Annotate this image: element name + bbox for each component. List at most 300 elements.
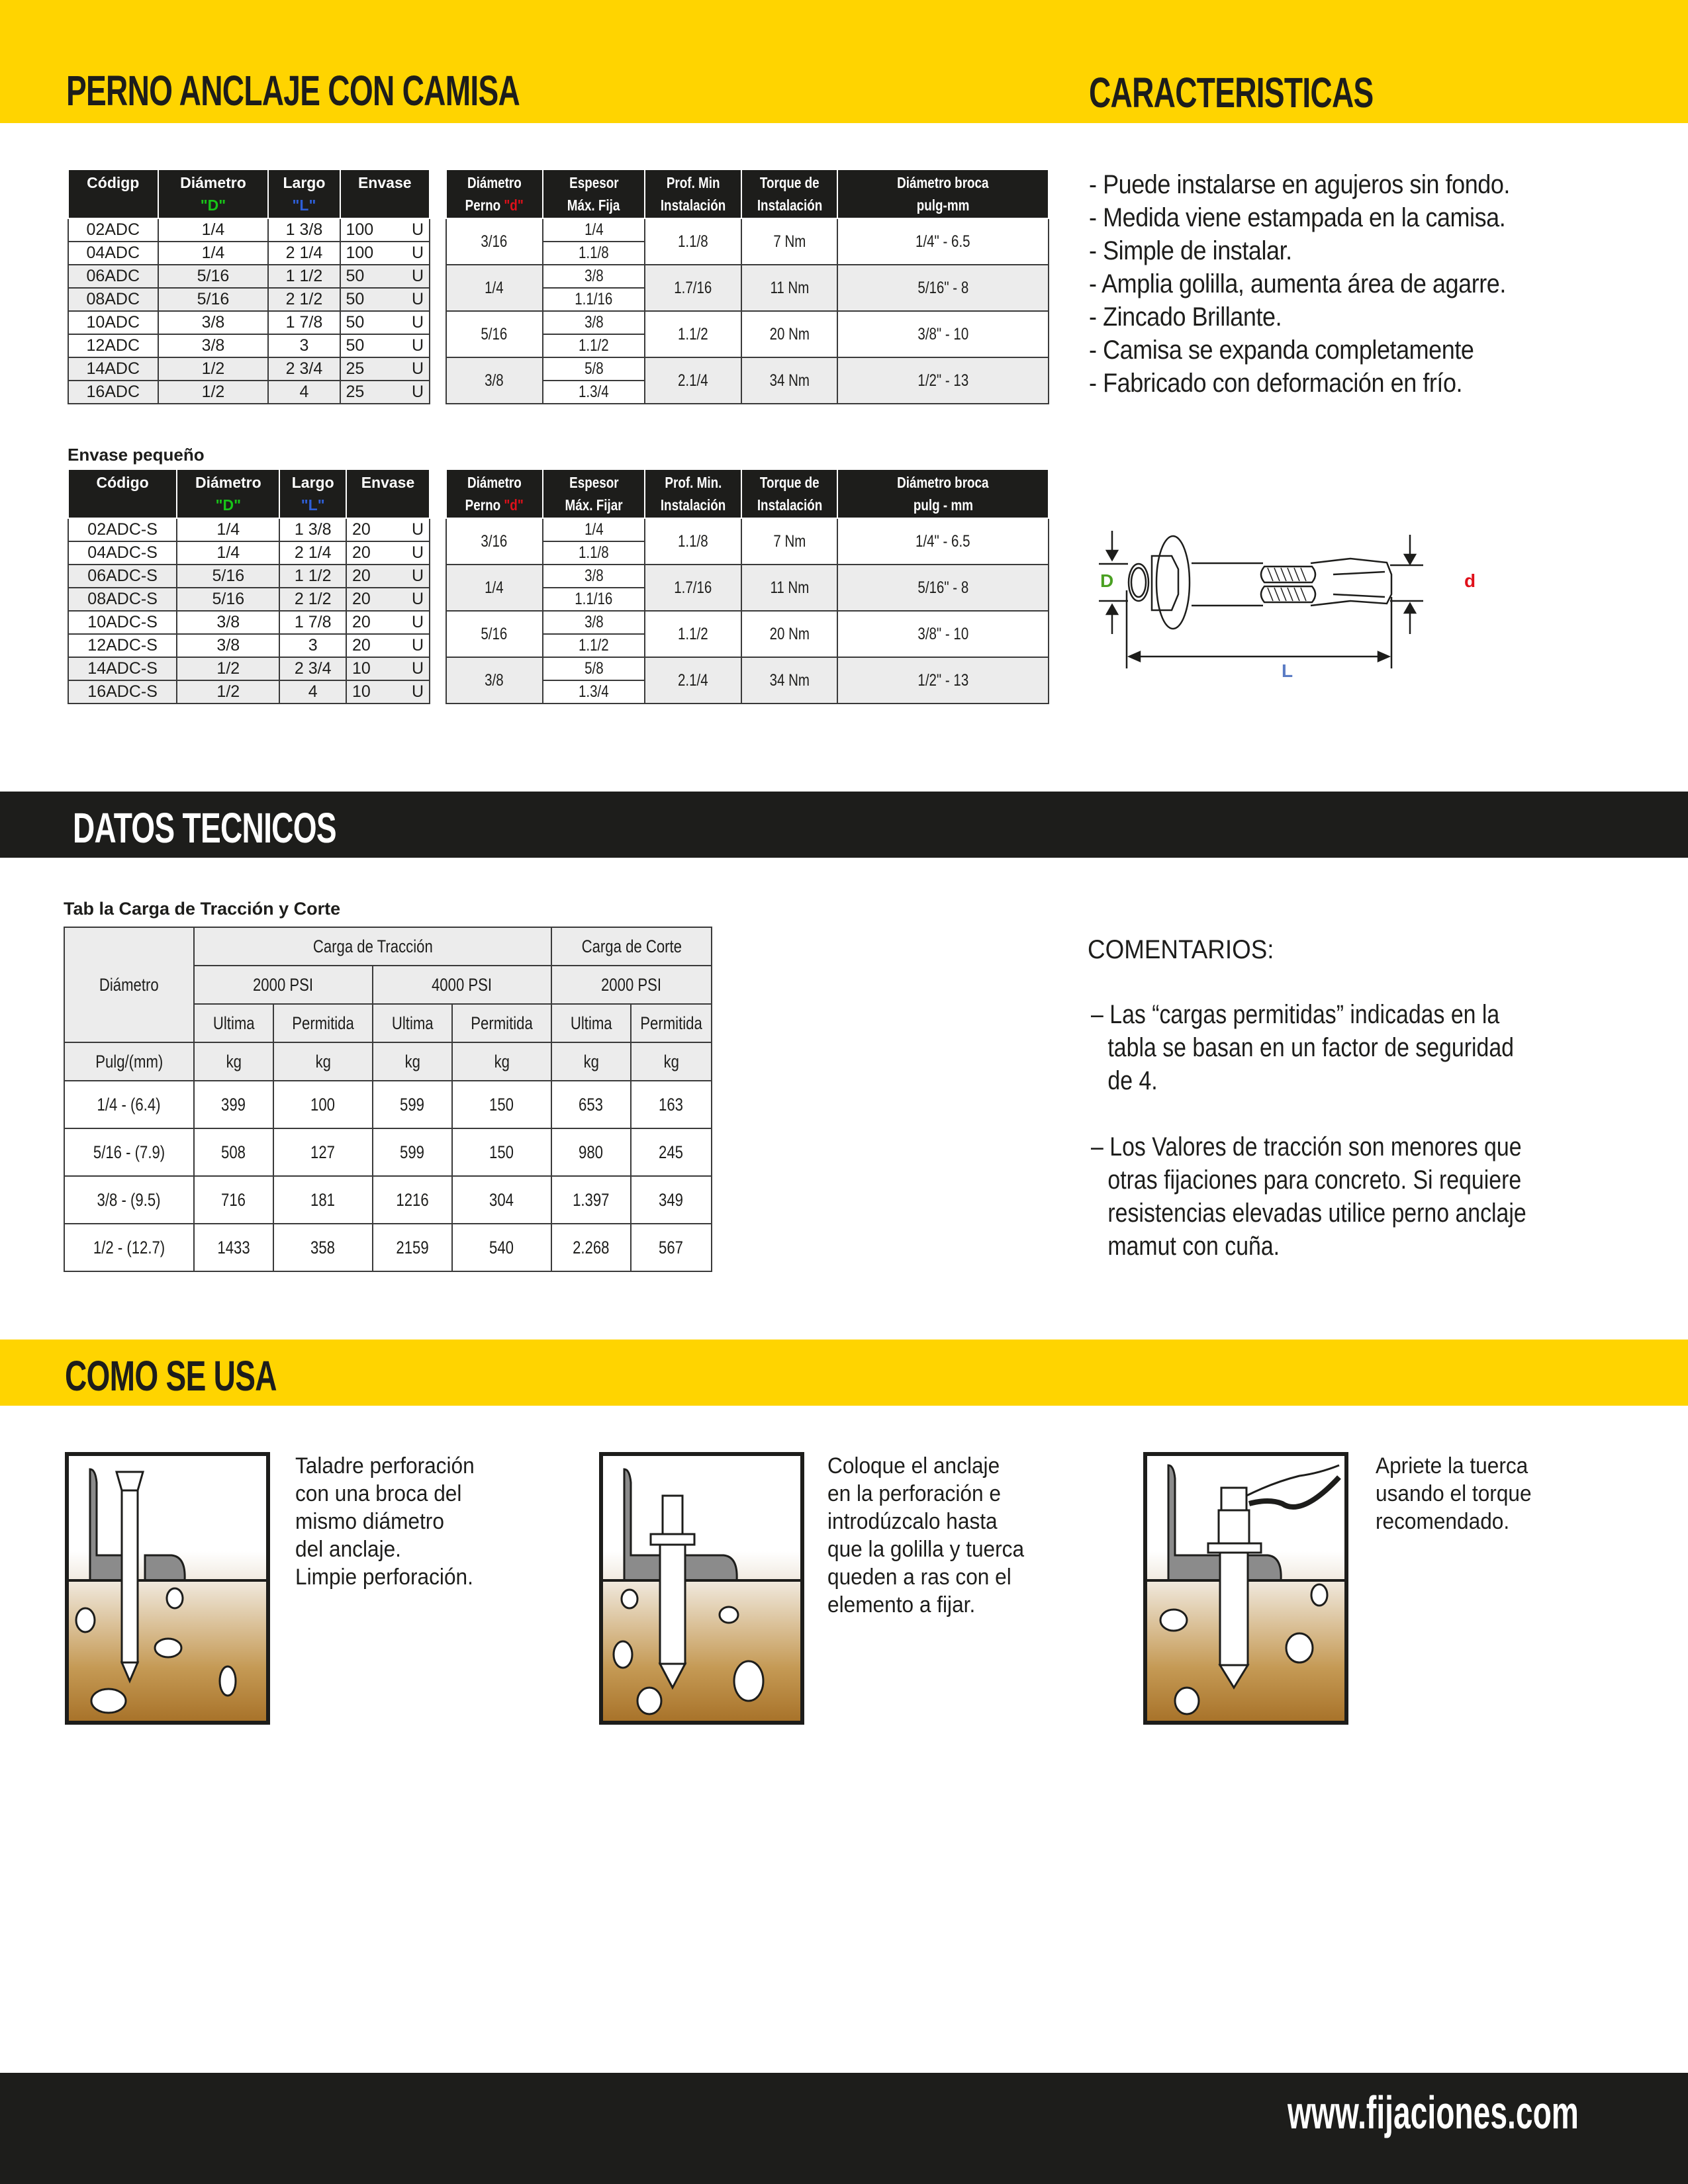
: 7 Nm xyxy=(773,531,806,551)
package-qty: 10 xyxy=(352,659,371,678)
step-line: Apriete la tuerca xyxy=(1376,1453,1528,1479)
package-unit: U xyxy=(411,682,424,701)
cell-max-thickness xyxy=(543,541,645,565)
column-header xyxy=(645,170,741,218)
: pulg-mm xyxy=(916,197,970,214)
comment-line: – Las “cargas permitidas” indicadas en la xyxy=(1091,1000,1500,1029)
: 150 xyxy=(489,1142,514,1162)
package-qty: 100 xyxy=(346,220,374,239)
feature-item: - Simple de instalar. xyxy=(1089,236,1292,265)
cell-diameter: 1/2 xyxy=(177,680,279,704)
package-qty: 50 xyxy=(346,336,365,355)
: 3/8 xyxy=(584,313,604,332)
step-line: recomendado. xyxy=(1376,1509,1510,1534)
table-row xyxy=(446,611,1049,634)
load-table xyxy=(64,927,712,1272)
: Diámetro xyxy=(467,474,522,491)
feature-item: - Amplia golilla, aumenta área de agarre. xyxy=(1089,269,1506,298)
: 1.3/4 xyxy=(579,383,609,401)
product-codes-table xyxy=(68,170,430,404)
cell-load-value xyxy=(273,1081,373,1128)
allowed-header xyxy=(452,1004,551,1042)
column-header xyxy=(741,170,838,218)
: Carga de Tracción xyxy=(312,936,433,956)
column-header xyxy=(268,170,340,218)
column-header-sub xyxy=(341,194,430,216)
cell-load-value xyxy=(452,1128,551,1176)
: 1433 xyxy=(217,1237,250,1257)
step-2-illustration xyxy=(599,1452,804,1725)
: 2000 PSI xyxy=(253,974,314,995)
table-row xyxy=(68,357,430,381)
cell-length: 1 1/2 xyxy=(279,565,346,588)
drill-hole-icon xyxy=(69,1456,266,1721)
column-header xyxy=(340,170,430,218)
cell-code: 14ADC-S xyxy=(68,657,177,680)
cell-min-depth xyxy=(645,518,741,565)
column-header xyxy=(279,470,346,518)
column-header xyxy=(837,170,1049,218)
column-header-line1 xyxy=(742,171,837,194)
: 3/8 xyxy=(485,371,504,390)
cell-package xyxy=(340,357,430,381)
: 1/4" - 6.5 xyxy=(915,531,970,551)
package-unit: U xyxy=(411,267,424,285)
cell-drill-diameter xyxy=(837,311,1049,357)
cell-package xyxy=(346,657,430,680)
: Diámetro broca xyxy=(897,174,989,191)
cell-min-depth xyxy=(645,611,741,657)
cell-code: 06ADC-S xyxy=(68,565,177,588)
cell-load-value xyxy=(373,1128,452,1176)
cell-max-thickness xyxy=(543,634,645,657)
cell-diameter: 5/16 xyxy=(177,588,279,611)
small-pack-codes-table xyxy=(68,470,430,704)
cell-torque xyxy=(741,218,838,265)
package-qty: 25 xyxy=(346,383,365,401)
table-row xyxy=(68,218,430,242)
cell-load-value xyxy=(631,1128,712,1176)
: Instalación xyxy=(757,496,822,514)
cell-length: 1 1/2 xyxy=(268,265,340,288)
table-row xyxy=(68,634,430,657)
: 5/16 xyxy=(481,324,508,343)
insert-anchor-icon xyxy=(603,1456,800,1721)
: kg xyxy=(663,1051,679,1071)
table-row xyxy=(446,518,1049,541)
: pulg - mm xyxy=(913,496,973,514)
step-1-illustration xyxy=(65,1452,270,1725)
perno-d-label: "d" xyxy=(504,197,524,214)
column-header-label: Códigp xyxy=(87,174,140,191)
: 599 xyxy=(400,1094,425,1115)
cell-package xyxy=(340,311,430,334)
column-header-label: Envase xyxy=(357,174,412,191)
: Instalación xyxy=(660,496,726,514)
cell-package xyxy=(340,334,430,357)
diagram-label-L: L xyxy=(1282,660,1293,681)
: 304 xyxy=(489,1189,514,1210)
column-header xyxy=(446,170,543,218)
cell-code: 16ADC xyxy=(68,381,158,404)
step-line: Taladre perforación xyxy=(295,1453,475,1479)
feature-item: - Medida viene estampada en la camisa. xyxy=(1089,203,1506,232)
cell-code: 02ADC xyxy=(68,218,158,242)
: 540 xyxy=(489,1237,514,1257)
step-3-text xyxy=(1376,1452,1543,1535)
: 1/4 - (6.4) xyxy=(97,1094,161,1115)
cell-load-value xyxy=(551,1081,631,1128)
table-row xyxy=(68,588,430,611)
website-link[interactable]: www.fijaciones.com xyxy=(1288,2087,1579,2138)
column-header-line2 xyxy=(543,494,645,516)
cell-code: 04ADC xyxy=(68,242,158,265)
step-line: que la golilla y tuerca xyxy=(827,1537,1025,1562)
table-row xyxy=(64,1081,712,1128)
package-qty: 20 xyxy=(352,543,371,562)
cell-package xyxy=(340,381,430,404)
comments-title: COMENTARIOS: xyxy=(1088,935,1274,964)
package-unit: U xyxy=(411,543,424,562)
column-header-line1 xyxy=(838,171,1048,194)
cell-code: 14ADC xyxy=(68,357,158,381)
comment-line: de 4. xyxy=(1107,1066,1158,1095)
: kg xyxy=(583,1051,599,1071)
: 2.1/4 xyxy=(678,371,708,390)
table-row xyxy=(68,680,430,704)
: 1216 xyxy=(396,1189,429,1210)
: 1.3/4 xyxy=(579,682,609,701)
cell-bolt-diameter xyxy=(446,565,543,611)
column-header-label: Largo xyxy=(291,474,334,491)
cell-drill-diameter xyxy=(837,357,1049,404)
table-row xyxy=(446,311,1049,334)
cell-length: 2 3/4 xyxy=(279,657,346,680)
: 11 Nm xyxy=(770,278,810,297)
column-header-sub xyxy=(69,494,176,516)
cell-load-value xyxy=(551,1224,631,1271)
step-line: mismo diámetro xyxy=(295,1509,444,1534)
: Instalación xyxy=(660,197,726,214)
: 20 Nm xyxy=(769,624,810,643)
cell-load-value xyxy=(194,1176,273,1224)
: kg xyxy=(494,1051,510,1071)
cell-load-value xyxy=(631,1224,712,1271)
step-3-illustration xyxy=(1143,1452,1348,1725)
cell-diameter: 1/4 xyxy=(177,518,279,541)
cell-diameter: 1/2 xyxy=(177,657,279,680)
: 100 xyxy=(310,1094,336,1115)
: 5/16 - (7.9) xyxy=(93,1142,165,1162)
column-header-line2 xyxy=(742,494,837,516)
: 4000 PSI xyxy=(432,974,492,995)
column-header xyxy=(177,470,279,518)
cell-drill-diameter xyxy=(837,611,1049,657)
cell-load-value xyxy=(373,1081,452,1128)
cell-length: 2 3/4 xyxy=(268,357,340,381)
: 127 xyxy=(310,1142,336,1162)
package-unit: U xyxy=(411,313,424,332)
: 1/4 xyxy=(584,520,604,539)
cell-max-thickness xyxy=(543,288,645,311)
cell-max-thickness xyxy=(543,611,645,634)
package-qty: 10 xyxy=(352,682,371,701)
column-header-sub: "D" xyxy=(200,197,226,214)
cell-code: 06ADC xyxy=(68,265,158,288)
: 1/4 xyxy=(485,578,504,597)
cell-load-value xyxy=(273,1128,373,1176)
: 2159 xyxy=(396,1237,429,1257)
cell-diameter xyxy=(64,1176,194,1224)
table-row xyxy=(68,381,430,404)
cell-max-thickness xyxy=(543,242,645,265)
step-1-text xyxy=(295,1452,488,1591)
cell-length: 4 xyxy=(268,381,340,404)
: 5/8 xyxy=(584,659,604,678)
table-row xyxy=(446,265,1049,288)
cell-diameter xyxy=(64,1224,194,1271)
comments-list xyxy=(1091,998,1605,1296)
cell-min-depth xyxy=(645,311,741,357)
column-header-line1 xyxy=(447,171,542,194)
comment-item xyxy=(1091,1130,1564,1263)
package-unit: U xyxy=(411,244,424,262)
step-line: Coloque el anclaje xyxy=(827,1453,1000,1479)
cell-diameter: 1/4 xyxy=(158,242,269,265)
: Diámetro broca xyxy=(897,474,989,491)
cell-package xyxy=(346,588,430,611)
: 3/8" - 10 xyxy=(917,624,969,643)
: Diámetro xyxy=(99,974,159,995)
table-row xyxy=(68,541,430,565)
load-table-caption: Tab la Carga de Tracción y Corte xyxy=(64,899,341,919)
: 2000 PSI xyxy=(601,974,662,995)
: 567 xyxy=(659,1237,684,1257)
column-header xyxy=(543,170,645,218)
cell-load-value xyxy=(631,1176,712,1224)
: Permitida xyxy=(471,1013,533,1033)
small-pack-label: Envase pequeño xyxy=(68,445,205,465)
package-qty: 20 xyxy=(352,613,371,631)
: 3/8 xyxy=(584,267,604,285)
: 34 Nm xyxy=(769,371,810,390)
cell-length: 3 xyxy=(268,334,340,357)
: Carga de Corte xyxy=(581,936,682,956)
tension-load-header xyxy=(194,927,551,966)
comment-item xyxy=(1091,998,1564,1097)
: Pulg/(mm) xyxy=(95,1051,164,1071)
cell-load-value xyxy=(631,1081,712,1128)
comment-line: resistencias elevadas utilice perno anclaje xyxy=(1107,1199,1526,1228)
: 5/8 xyxy=(584,359,604,378)
allowed-header xyxy=(273,1004,373,1042)
: 1.1/16 xyxy=(575,290,613,308)
technical-data-title: DATOS TECNICOS xyxy=(73,804,336,852)
: Máx. Fija xyxy=(567,197,620,214)
table-row xyxy=(68,334,430,357)
ultimate-header xyxy=(373,1004,452,1042)
: 3/16 xyxy=(481,531,508,551)
cell-torque xyxy=(741,657,838,704)
column-header-line1 xyxy=(447,471,542,494)
cell-diameter: 1/4 xyxy=(177,541,279,565)
column-header-label: Largo xyxy=(283,174,326,191)
diagram-label-D: D xyxy=(1100,570,1114,591)
: 716 xyxy=(221,1189,246,1210)
: 1.1/16 xyxy=(575,590,613,608)
cell-max-thickness xyxy=(543,588,645,611)
cell-max-thickness xyxy=(543,357,645,381)
cell-drill-diameter xyxy=(837,218,1049,265)
package-unit: U xyxy=(411,659,424,678)
unit-header xyxy=(194,1042,273,1081)
package-unit: U xyxy=(411,359,424,378)
table-row xyxy=(68,657,430,680)
cell-diameter: 1/2 xyxy=(158,357,269,381)
column-header xyxy=(446,470,543,518)
: Máx. Fijar xyxy=(565,496,623,514)
comment-line: otras fijaciones para concreto. Si requiere xyxy=(1107,1165,1522,1195)
column-header-label: Envase xyxy=(361,474,415,491)
cell-package xyxy=(346,518,430,541)
feature-item: - Zincado Brillante. xyxy=(1089,302,1282,332)
: Ultima xyxy=(391,1013,434,1033)
cell-package xyxy=(340,242,430,265)
cell-code: 08ADC-S xyxy=(68,588,177,611)
comment-line: – Los Valores de tracción son menores que xyxy=(1091,1132,1522,1161)
cell-diameter: 3/8 xyxy=(158,334,269,357)
: 3/8 xyxy=(584,613,604,631)
column-header-line1 xyxy=(742,471,837,494)
: Permitida xyxy=(640,1013,702,1033)
: kg xyxy=(404,1051,420,1071)
: 3/8 - (9.5) xyxy=(97,1189,161,1210)
: 245 xyxy=(659,1142,684,1162)
cell-load-value xyxy=(194,1128,273,1176)
: 1.7/16 xyxy=(674,578,712,597)
installation-specs-table xyxy=(445,170,1049,404)
column-header-line1 xyxy=(838,471,1048,494)
cell-code: 04ADC-S xyxy=(68,541,177,565)
cell-drill-diameter xyxy=(837,265,1049,311)
unit-header xyxy=(551,1042,631,1081)
perno-d-label: "d" xyxy=(504,496,524,514)
diameter-header xyxy=(64,927,194,1042)
package-qty: 25 xyxy=(346,359,365,378)
cell-bolt-diameter xyxy=(446,657,543,704)
cell-torque xyxy=(741,518,838,565)
column-header-sub: "D" xyxy=(215,496,242,514)
: 399 xyxy=(221,1094,246,1115)
cell-max-thickness xyxy=(543,518,645,541)
cell-load-value xyxy=(273,1176,373,1224)
cell-min-depth xyxy=(645,265,741,311)
table-row xyxy=(64,1224,712,1271)
cell-package xyxy=(346,680,430,704)
cell-drill-diameter xyxy=(837,518,1049,565)
cell-length: 1 7/8 xyxy=(268,311,340,334)
column-header-line2 xyxy=(645,494,741,516)
: 1/2 - (12.7) xyxy=(93,1237,165,1257)
: 508 xyxy=(221,1142,246,1162)
step-2-text xyxy=(827,1452,1039,1619)
package-qty: 20 xyxy=(352,590,371,608)
column-header-sub xyxy=(347,494,429,516)
: 7 Nm xyxy=(773,232,806,251)
: Torque de xyxy=(759,474,820,491)
cell-load-value xyxy=(194,1081,273,1128)
: 5/16 xyxy=(481,624,508,643)
: 1/4 xyxy=(584,220,604,239)
: 163 xyxy=(659,1094,684,1115)
step-line: en la perforación e xyxy=(827,1481,1001,1506)
column-header xyxy=(158,170,269,218)
column-header-label: Diámetro xyxy=(195,474,261,491)
cell-load-value xyxy=(551,1176,631,1224)
cell-diameter xyxy=(64,1081,194,1128)
: 1.397 xyxy=(573,1189,610,1210)
column-header xyxy=(68,470,177,518)
cell-diameter: 1/4 xyxy=(158,218,269,242)
column-header-label: Código xyxy=(96,474,149,491)
: 1/2" - 13 xyxy=(917,371,969,390)
: 34 Nm xyxy=(769,670,810,690)
unit-header xyxy=(373,1042,452,1081)
column-header xyxy=(543,470,645,518)
: Perno "d" xyxy=(465,197,524,214)
column-header-line2 xyxy=(447,194,542,216)
ultimate-header xyxy=(194,1004,273,1042)
cell-diameter: 3/8 xyxy=(158,311,269,334)
cell-drill-diameter xyxy=(837,657,1049,704)
column-header xyxy=(645,470,741,518)
table-row xyxy=(68,265,430,288)
cell-diameter: 5/16 xyxy=(177,565,279,588)
table-row xyxy=(446,357,1049,381)
package-qty: 20 xyxy=(352,567,371,585)
cell-max-thickness xyxy=(543,265,645,288)
column-header-line2 xyxy=(543,194,645,216)
table-row xyxy=(64,1128,712,1176)
cell-code: 02ADC-S xyxy=(68,518,177,541)
cell-max-thickness xyxy=(543,381,645,404)
package-unit: U xyxy=(411,383,424,401)
cell-package xyxy=(346,541,430,565)
psi-header xyxy=(194,966,373,1004)
: Torque de xyxy=(759,174,820,191)
: 358 xyxy=(310,1237,336,1257)
table-row xyxy=(446,565,1049,588)
cell-torque xyxy=(741,611,838,657)
column-header-sub: "L" xyxy=(292,197,316,214)
cell-length: 2 1/2 xyxy=(279,588,346,611)
: 653 xyxy=(579,1094,604,1115)
table-row xyxy=(446,657,1049,680)
: Instalación xyxy=(757,197,822,214)
table-row xyxy=(68,611,430,634)
step-line: del anclaje. xyxy=(295,1537,401,1562)
feature-item: - Fabricado con deformación en frío. xyxy=(1089,369,1463,398)
cell-diameter xyxy=(64,1128,194,1176)
: 2.1/4 xyxy=(678,670,708,690)
step-line: queden a ras con el xyxy=(827,1565,1011,1590)
: Perno "d" xyxy=(465,496,524,514)
cell-load-value xyxy=(551,1128,631,1176)
cell-length: 2 1/4 xyxy=(268,242,340,265)
feature-item: - Camisa se expanda completamente xyxy=(1089,336,1474,365)
: Prof. Min xyxy=(666,174,720,191)
package-unit: U xyxy=(411,567,424,585)
